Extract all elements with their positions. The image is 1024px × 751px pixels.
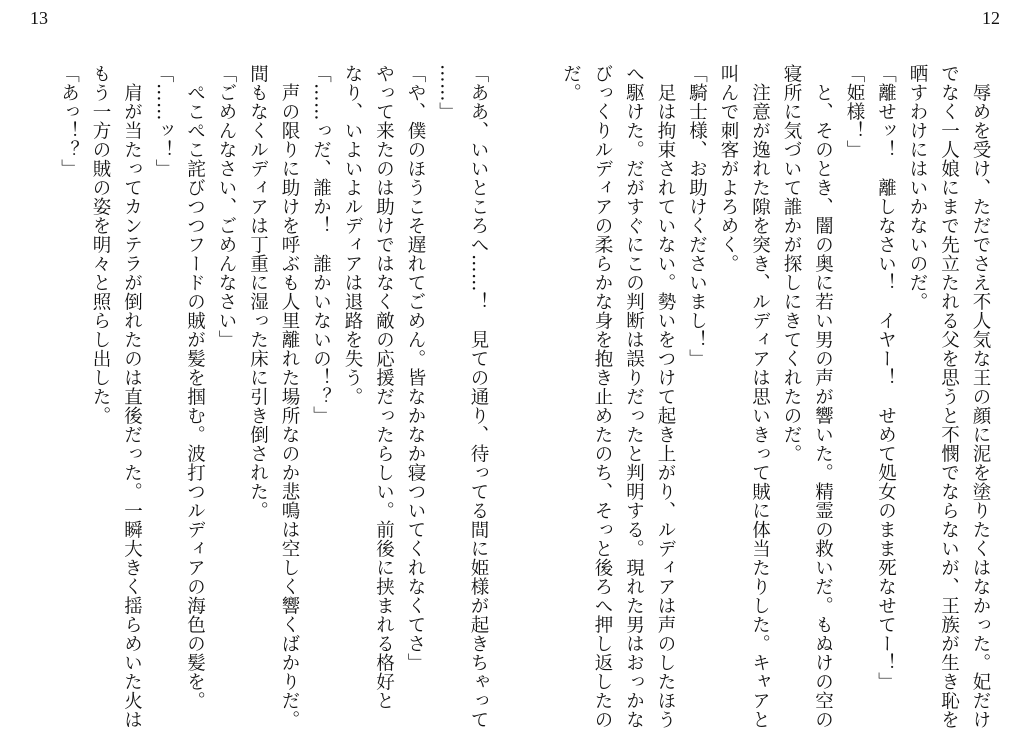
text-line: 「……っだ、誰か！ 誰かいないの！？」 — [310, 64, 332, 425]
text-line: 「ごめんなさい、ごめんなさい」 — [216, 64, 237, 349]
text-line: と、そのとき、闇の奥に若い男の声が響いた。精霊の救いだ。もぬけの空の — [812, 64, 834, 729]
text-line: なり、いよいよルディアは退路を失う。 — [342, 64, 363, 406]
text-line: 「騎士様、お助けくださいまし！」 — [686, 64, 708, 368]
text-line: 寝所に気づいて誰かが探しにきてくれたのだ。 — [781, 64, 802, 463]
page-number-left: 13 — [30, 8, 48, 28]
text-line: でなく一人娘にまで先立たれる父を思うと不憫でならないが、王族が生き恥を — [938, 64, 960, 729]
text-line: 肩が当たってカンテラが倒れたのは直後だった。一瞬大きく揺らめいた火は — [121, 64, 143, 729]
text-line: 「あっ！？」 — [58, 64, 80, 178]
text-line: ぺこぺこ詫びつつフードの賊が髪を掴む。波打つルディアの海色の髪を。 — [184, 64, 206, 710]
text-line: 「や、僕のほうこそ遅れてごめん。皆なかなか寝ついてくれなくてさ」 — [405, 64, 426, 672]
text-line: ……」 — [436, 64, 458, 121]
text-line: もう一方の賊の姿を明々と照らし出した。 — [90, 64, 111, 425]
text-line: 「……ッ！」 — [153, 64, 174, 178]
text-line: 辱めを受け、ただでさえ不人気な王の顔に泥を塗りたくはなかった。妃だけ — [970, 64, 991, 729]
text-line: 注意が逸れた隙を突き、ルディアは思いきって賊に体当たりした。キャアと — [749, 64, 771, 729]
page-number-right: 12 — [982, 8, 1000, 28]
text-line: やって来たのは助けではなく敵の応援だったらしい。前後に挟まれる格好と — [373, 64, 395, 710]
text-line: 「姫様！」 — [844, 64, 865, 159]
text-line: 叫んで刺客がよろめく。 — [718, 64, 739, 273]
text-line: 声の限りに助けを呼ぶも人里離れた場所なのか悲鳴は空しく響くばかりだ。 — [279, 64, 300, 729]
left-page-text — [24, 64, 494, 744]
text-line: へ駆けた。だがすぐにこの判断は誤りだったと判明する。現れた男はおっかな — [623, 64, 645, 729]
text-line: びっくりルディアの柔らかな身を抱き止めたのち、そっと後ろへ押し返したの — [592, 64, 613, 729]
text-line: 「ああ、いいところへ……！ 見ての通り、待ってる間に姫様が起きちゃって — [468, 64, 489, 729]
text-line: 足は拘束されていない。勢いをつけて起き上がり、ルディアは声のしたほう — [655, 64, 676, 729]
text-line: だ。 — [560, 64, 582, 102]
text-line: 間もなくルディアは丁重に湿った床に引き倒された。 — [247, 64, 269, 520]
right-page-text — [546, 64, 996, 744]
text-line: 晒すわけにはいかないのだ。 — [907, 64, 928, 311]
text-line: 「離せッ！ 離しなさい！ イヤー！ せめて処女のまま死なせてー！」 — [875, 64, 897, 691]
